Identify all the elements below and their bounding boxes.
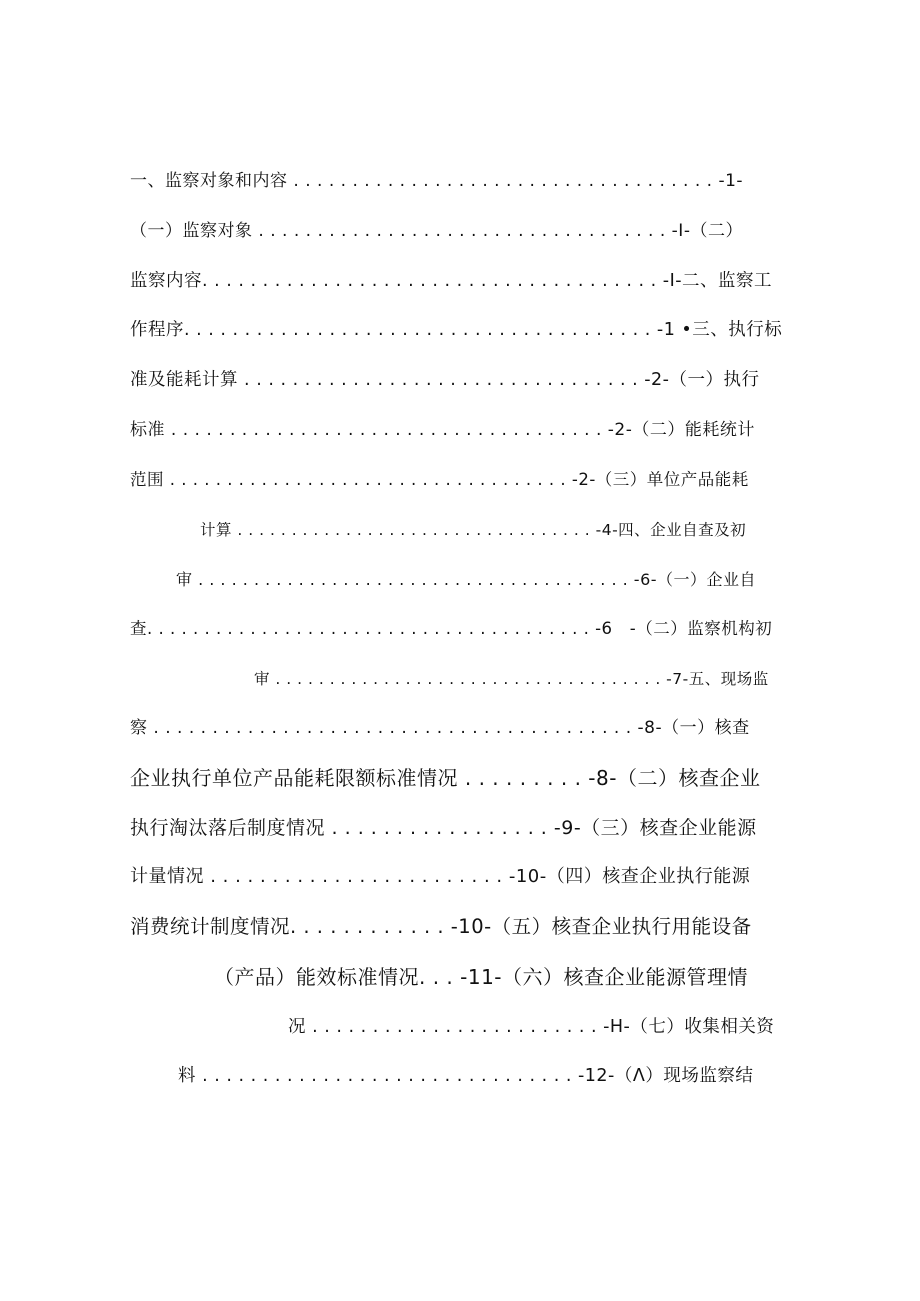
toc-line-13-text: 企业执行单位产品能耗限额标准情况 . . . . . . . . . -8-（二）核查企业: [130, 766, 761, 790]
toc-line-1-text: 一、监察对象和内容 . . . . . . . . . . . . . . . . . . . . . . . . . . . . . . . . . . . . -1-: [130, 171, 744, 191]
toc-line-18-text: 况 . . . . . . . . . . . . . . . . . . . . . . . . -H-（七）收集相关资: [288, 1017, 775, 1037]
toc-line-7: [130, 465, 760, 495]
toc-line-15: [130, 862, 760, 892]
toc-line-6: [130, 415, 770, 445]
toc-line-7-text: 范围 . . . . . . . . . . . . . . . . . . . . . . . . . . . . . . . . . . . -2-（三）单位产品能耗: [130, 470, 749, 489]
toc-line-3: [130, 266, 780, 296]
toc-line-9: [176, 565, 770, 595]
toc-line-19: [178, 1061, 760, 1091]
toc-line-11: [254, 664, 780, 694]
toc-line-4-text: 作程序. . . . . . . . . . . . . . . . . . . . . . . . . . . . . . . . . . . . . . . -1 •三、执行标: [130, 320, 783, 340]
toc-line-2-text: （一）监察对象 . . . . . . . . . . . . . . . . . . . . . . . . . . . . . . . . . . . -I-（二）: [130, 221, 743, 241]
toc-line-1: [130, 166, 755, 196]
toc-line-11-text: 审 . . . . . . . . . . . . . . . . . . . . . . . . . . . . . . . . . . . . -7-五、现场监: [254, 670, 769, 688]
toc-line-6-text: 标准 . . . . . . . . . . . . . . . . . . . . . . . . . . . . . . . . . . . . . -2-（二）能耗统计: [130, 420, 755, 440]
toc-line-4: [130, 315, 785, 345]
toc-line-10-text: 查. . . . . . . . . . . . . . . . . . . . . . . . . . . . . . . . . . . . . . . -6 -（二）监察机构初: [130, 619, 773, 638]
toc-line-12: [130, 713, 760, 743]
toc-line-8: [200, 515, 760, 545]
toc-line-16: [130, 912, 755, 942]
toc-line-14: [130, 813, 760, 843]
toc-line-17-text: （产品）能效标准情况. . . -11-（六）核查企业能源管理情: [214, 965, 749, 989]
toc-line-19-text: 料 . . . . . . . . . . . . . . . . . . . . . . . . . . . . . . . -12-（Λ）现场监察结: [178, 1066, 754, 1086]
toc-line-15-text: 计量情况 . . . . . . . . . . . . . . . . . . . . . . . . -10-（四）核查企业执行能源: [130, 866, 751, 887]
toc-line-3-text: 监察内容. . . . . . . . . . . . . . . . . . . . . . . . . . . . . . . . . . . . . . -I-二、监察工: [130, 271, 773, 291]
toc-line-8-text: 计算 . . . . . . . . . . . . . . . . . . . . . . . . . . . . . . . . . -4-四、企业自查及初: [200, 521, 747, 539]
toc-line-14-text: 执行淘汰落后制度情况 . . . . . . . . . . . . . . . . . -9-（三）核查企业能源: [130, 817, 757, 839]
toc-line-5-text: 准及能耗计算 . . . . . . . . . . . . . . . . . . . . . . . . . . . . . . . . . -2-（一）执行: [130, 370, 760, 390]
toc-line-18: [288, 1012, 780, 1042]
toc-line-17: [214, 962, 760, 992]
toc-line-12-text: 察 . . . . . . . . . . . . . . . . . . . . . . . . . . . . . . . . . . . . . . . . . -8-（一）核查: [130, 718, 750, 738]
toc-line-10: [130, 614, 780, 644]
toc-line-9-text: 审 . . . . . . . . . . . . . . . . . . . . . . . . . . . . . . . . . . . . . . . -6-（一）企业自: [176, 570, 757, 589]
toc-line-13: [130, 763, 760, 793]
toc-line-2: [130, 216, 755, 246]
toc-line-5: [130, 365, 770, 395]
toc-line-16-text: 消费统计制度情况. . . . . . . . . . . . -10-（五）核查企业执行用能设备: [130, 915, 752, 938]
